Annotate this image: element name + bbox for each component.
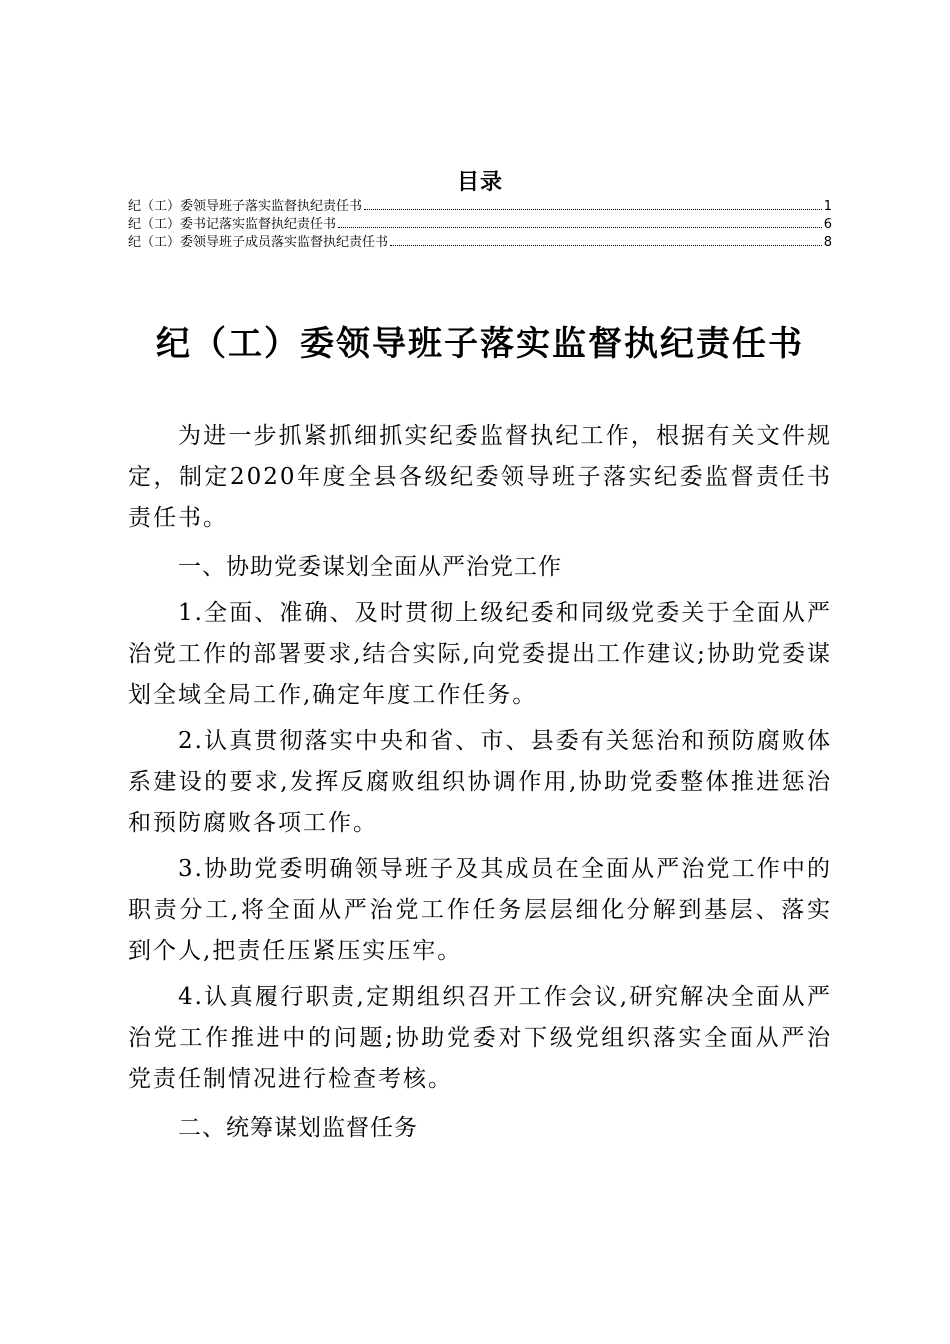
document-title: 纪（工）委领导班子落实监督执纪责任书 — [156, 324, 804, 364]
section-item: 2.认真贯彻落实中央和省、市、县委有关惩治和预防腐败体系建设的要求,发挥反腐败组织协调作用,协助党委整体推进惩治和预防腐败各项工作。 — [128, 728, 832, 836]
toc-title: 目录 — [456, 170, 503, 195]
toc-entry[interactable] — [128, 234, 832, 252]
toc-entry-page: 6 — [823, 217, 832, 232]
section-item: 4.认真履行职责,定期组织召开工作会议,研究解决全面从严治党工作推进中的问题;协助党委对下级党组织落实全面从严治党责任制情况进行检查考核。 — [128, 984, 832, 1092]
intro-paragraph: 为进一步抓紧抓细抓实纪委监督执纪工作，根据有关文件规定，制定2020年度全县各级纪委领导班子落实纪委监督责任书责任书。 — [128, 423, 832, 531]
toc-leader-dots — [338, 226, 822, 228]
toc-entry-page: 1 — [823, 199, 832, 214]
toc-leader-dots — [364, 208, 822, 210]
toc-entry-page: 8 — [823, 235, 832, 250]
section-item: 1.全面、准确、及时贯彻上级纪委和同级党委关于全面从严治党工作的部署要求,结合实际,向党委提出工作建议;协助党委谋划全域全局工作,确定年度工作任务。 — [128, 600, 832, 708]
document-body — [128, 416, 832, 1154]
toc-entry[interactable] — [128, 216, 832, 234]
toc-entry[interactable] — [128, 198, 832, 216]
toc-entry-label: 纪（工）委领导班子成员落实监督执纪责任书 — [128, 235, 389, 250]
section-heading-2: 二、统筹谋划监督任务 — [178, 1115, 418, 1141]
section-heading-1: 一、协助党委谋划全面从严治党工作 — [178, 554, 562, 580]
toc-entry-label: 纪（工）委领导班子落实监督执纪责任书 — [128, 199, 363, 214]
table-of-contents — [128, 168, 832, 252]
section-item: 3.协助党委明确领导班子及其成员在全面从严治党工作中的职责分工,将全面从严治党工作任务层层细化分解到基层、落实到个人,把责任压紧压实压牢。 — [128, 856, 832, 964]
toc-leader-dots — [390, 244, 822, 246]
toc-entry-label: 纪（工）委书记落实监督执纪责任书 — [128, 217, 337, 232]
